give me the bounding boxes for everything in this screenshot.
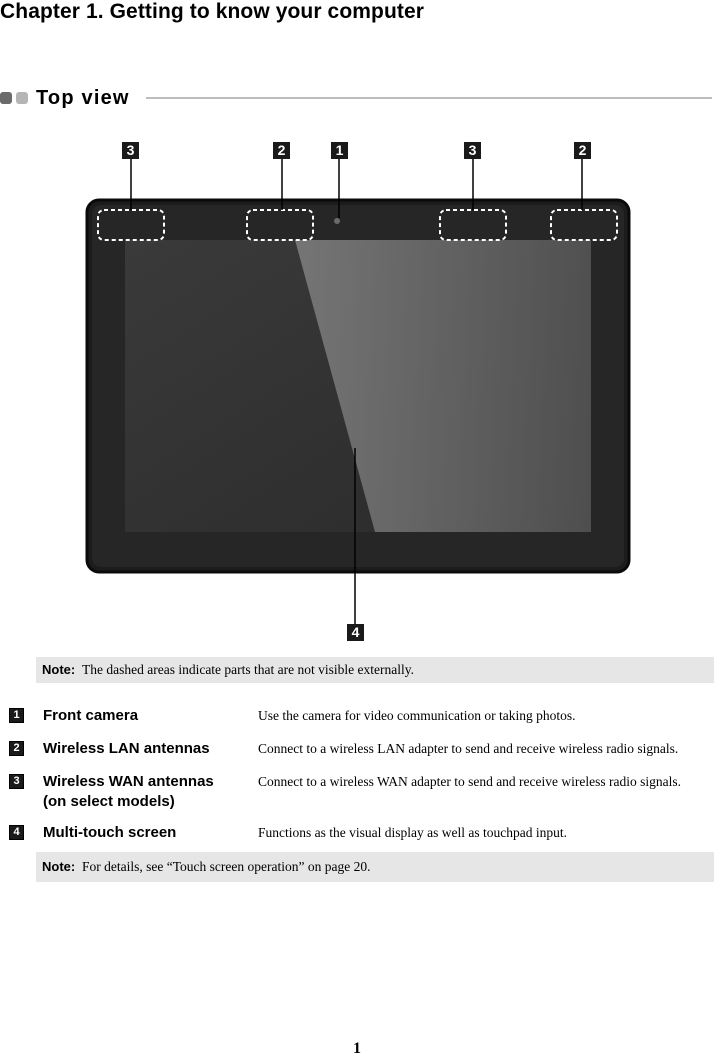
callout-1: 1 [331, 142, 348, 159]
legend-term-line1: Wireless WAN antennas [43, 773, 214, 790]
callout-2-right: 2 [574, 142, 591, 159]
legend-number-badge: 3 [9, 774, 24, 789]
legend-description: Connect to a wireless LAN adapter to send and receive wireless radio signals. [258, 741, 679, 756]
legend-row-front-camera [0, 706, 714, 728]
callout-4: 4 [347, 624, 364, 641]
legend-description: Connect to a wireless WAN adapter to send and receive wireless radio signals. [258, 774, 681, 789]
section-header [0, 86, 712, 110]
legend-number-badge: 2 [9, 741, 24, 756]
note-text: The dashed areas indicate parts that are not visible externally. [82, 662, 414, 677]
legend-row-wireless-wan [0, 772, 714, 814]
legend-term: Multi-touch screen [43, 824, 177, 841]
legend-term: Wireless LAN antennas [43, 740, 210, 757]
tablet-top-view-figure [0, 130, 714, 650]
legend-description: Use the camera for video communication or taking photos. [258, 708, 576, 723]
front-camera-lens [334, 218, 340, 224]
section-marker-dark [0, 92, 12, 104]
legend-row-wireless-lan [0, 739, 714, 761]
section-marker-light [16, 92, 28, 104]
note-label: Note: [42, 859, 76, 874]
note-details [36, 852, 714, 882]
legend-number-badge: 1 [9, 708, 24, 723]
chapter-title: Chapter 1. Getting to know your computer [0, 0, 425, 23]
legend-description: Functions as the visual display as well as touchpad input. [258, 825, 567, 840]
legend-term-line2: (on select models) [43, 793, 175, 810]
legend-term [43, 772, 253, 812]
page-number: 1 [353, 1040, 361, 1057]
note-text: For details, see “Touch screen operation” on page 20. [82, 859, 371, 874]
callout-3-right: 3 [464, 142, 481, 159]
legend-number-badge: 4 [9, 825, 24, 840]
section-title: Top view [36, 87, 130, 109]
legend-term: Front camera [43, 707, 139, 724]
legend-row-multi-touch-screen [0, 823, 714, 845]
tablet-illustration [0, 130, 714, 650]
section-rule [146, 97, 712, 99]
callout-3-left: 3 [122, 142, 139, 159]
note-label: Note: [42, 662, 76, 677]
callout-2-left: 2 [273, 142, 290, 159]
note-dashed-areas [36, 657, 714, 683]
